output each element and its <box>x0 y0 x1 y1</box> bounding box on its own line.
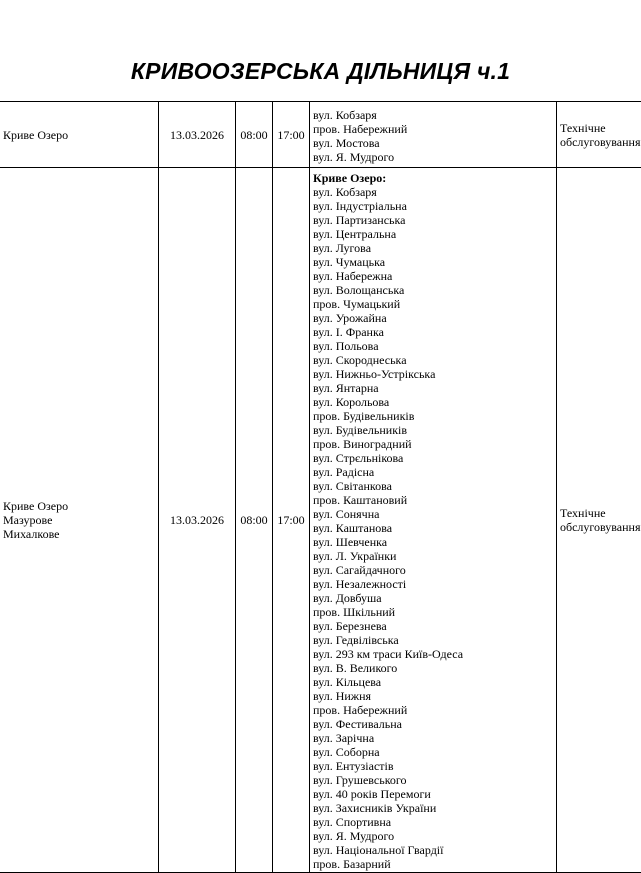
street-item: пров. Набережний <box>313 703 553 717</box>
street-item: вул. Волощанська <box>313 283 553 297</box>
street-item: вул. Радісна <box>313 465 553 479</box>
streets-cell <box>310 102 557 168</box>
street-item: вул. Шевченка <box>313 535 553 549</box>
page-title: КРИВООЗЕРСЬКА ДІЛЬНИЦЯ ч.1 <box>0 58 641 85</box>
end-time-cell: 17:00 <box>273 102 310 168</box>
street-item: вул. Фестивальна <box>313 717 553 731</box>
street-item: вул. Я. Мудрого <box>313 829 553 843</box>
street-item: вул. Спортивна <box>313 815 553 829</box>
streets-heading: Криве Озеро: <box>313 171 553 185</box>
table-row <box>0 102 641 168</box>
street-item: вул. Сагайдачного <box>313 563 553 577</box>
street-item: вул. 40 років Перемоги <box>313 787 553 801</box>
reason-cell <box>557 168 641 873</box>
street-item: вул. Польова <box>313 339 553 353</box>
street-item: вул. 293 км траси Київ-Одеса <box>313 647 553 661</box>
start-time-cell: 08:00 <box>236 168 273 873</box>
street-item: пров. Будівельників <box>313 409 553 423</box>
street-item: вул. Янтарна <box>313 381 553 395</box>
street-item: вул. Лугова <box>313 241 553 255</box>
street-item: вул. Партизанська <box>313 213 553 227</box>
street-item: пров. Виноградний <box>313 437 553 451</box>
street-item: вул. Індустріальна <box>313 199 553 213</box>
street-item: вул. Зарічна <box>313 731 553 745</box>
street-item: вул. Стрєльнікова <box>313 451 553 465</box>
street-item: вул. Урожайна <box>313 311 553 325</box>
street-item: вул. Корольова <box>313 395 553 409</box>
locality-cell <box>0 168 159 873</box>
date-cell: 13.03.2026 <box>159 102 236 168</box>
locality-cell <box>0 102 159 168</box>
outage-schedule-table <box>0 101 641 873</box>
street-item: вул. Кобзаря <box>313 185 553 199</box>
streets-cell <box>310 168 557 873</box>
street-item: пров. Чумацький <box>313 297 553 311</box>
street-item: вул. Каштанова <box>313 521 553 535</box>
street-item: вул. Сонячна <box>313 507 553 521</box>
reason-text: Технічне <box>560 506 641 520</box>
street-item: вул. Соборна <box>313 745 553 759</box>
date-cell: 13.03.2026 <box>159 168 236 873</box>
street-item: вул. Л. Українки <box>313 549 553 563</box>
locality-name: Мазурове <box>3 513 155 527</box>
locality-name: Михалкове <box>3 527 155 541</box>
street-item: вул. Кобзаря <box>313 108 553 122</box>
reason-text: Технічне <box>560 121 641 135</box>
street-item: вул. Гедвілівська <box>313 633 553 647</box>
table-row <box>0 168 641 873</box>
reason-text: обслуговування <box>560 520 641 534</box>
street-item: вул. Грушевського <box>313 773 553 787</box>
street-item: вул. Національної Гвардії <box>313 843 553 857</box>
street-item: вул. Мостова <box>313 136 553 150</box>
street-item: вул. Нижньо-Устрікська <box>313 367 553 381</box>
street-item: вул. В. Великого <box>313 661 553 675</box>
street-item: вул. Світанкова <box>313 479 553 493</box>
street-item: вул. Чумацька <box>313 255 553 269</box>
end-time-cell: 17:00 <box>273 168 310 873</box>
street-item: вул. Центральна <box>313 227 553 241</box>
street-item: вул. Будівельників <box>313 423 553 437</box>
street-item: вул. Захисників України <box>313 801 553 815</box>
locality-name: Криве Озеро <box>3 499 155 513</box>
street-item: пров. Шкільний <box>313 605 553 619</box>
street-item: вул. Кільцева <box>313 675 553 689</box>
start-time-cell: 08:00 <box>236 102 273 168</box>
street-item: вул. Ентузіастів <box>313 759 553 773</box>
street-item: пров. Набережний <box>313 122 553 136</box>
locality-name: Криве Озеро <box>3 128 155 142</box>
street-item: вул. Скороднеська <box>313 353 553 367</box>
street-item: вул. Довбуша <box>313 591 553 605</box>
street-item: пров. Базарний <box>313 857 553 871</box>
street-item: вул. Набережна <box>313 269 553 283</box>
street-item: пров. Каштановий <box>313 493 553 507</box>
reason-cell <box>557 102 641 168</box>
reason-text: обслуговування <box>560 135 641 149</box>
street-item: вул. Я. Мудрого <box>313 150 553 164</box>
street-item: вул. Нижня <box>313 689 553 703</box>
street-item: вул. І. Франка <box>313 325 553 339</box>
street-item: вул. Незалежності <box>313 577 553 591</box>
street-item: вул. Березнева <box>313 619 553 633</box>
